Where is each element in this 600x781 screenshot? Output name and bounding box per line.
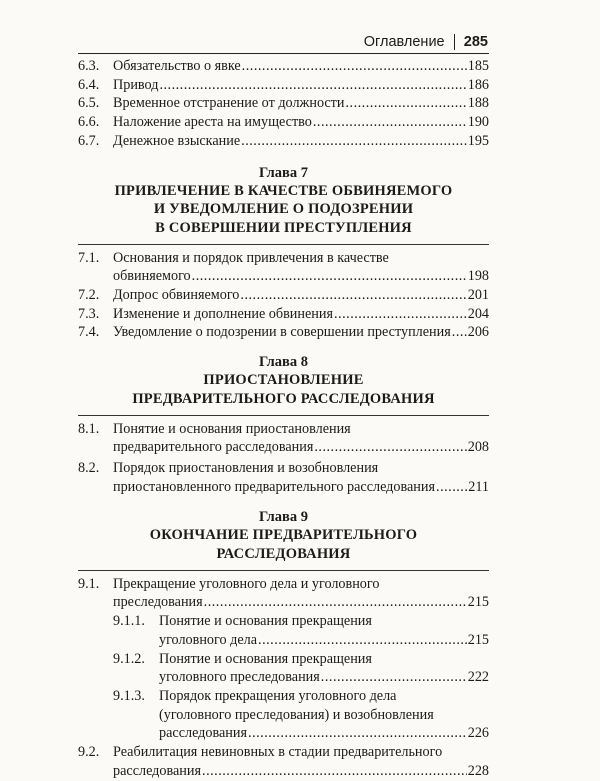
- header-rule: [78, 53, 489, 54]
- entry-last-line: [159, 724, 489, 743]
- dot-leader: [258, 631, 467, 650]
- entry-title-line: Изменение и дополнение обвинения: [113, 305, 333, 322]
- chapter-section: [78, 508, 489, 780]
- entry-body: [113, 323, 489, 342]
- entry-title-line: Порядок приостановления и возобновления: [113, 459, 379, 476]
- toc-entry: [78, 459, 489, 496]
- entry-last-line: [113, 94, 489, 113]
- entry-title-line: уголовного дела: [159, 631, 258, 648]
- dot-leader: [321, 668, 467, 687]
- chapter-title-line: ПРЕДВАРИТЕЛЬНОГО РАССЛЕДОВАНИЯ: [132, 390, 435, 407]
- chapter-number: Глава 8: [259, 354, 308, 371]
- entry-body: [113, 743, 489, 780]
- entry-body: [113, 420, 489, 457]
- toc-entry: [78, 57, 489, 76]
- dot-leader: [436, 478, 467, 497]
- entry-title-line: Наложение ареста на имущество: [113, 114, 312, 131]
- entry-page-number: 215: [467, 631, 489, 648]
- entry-body: [113, 57, 489, 76]
- entry-number: 9.1.: [78, 575, 100, 592]
- header-separator: [454, 34, 455, 50]
- dot-leader: [241, 132, 467, 151]
- toc-entry: [78, 286, 489, 305]
- entry-body: [113, 305, 489, 324]
- toc-entry: [78, 113, 489, 132]
- entry-number: 7.1.: [78, 249, 100, 266]
- page-number: 285: [463, 34, 488, 50]
- chapter-heading: [78, 353, 489, 408]
- toc-subentry: [78, 687, 489, 743]
- entry-last-line: [113, 132, 489, 151]
- entry-title-line: Обязательство о явке: [113, 58, 241, 74]
- entry-body: [113, 249, 489, 286]
- entry-title-line: расследования: [159, 725, 248, 742]
- toc-content: [78, 57, 489, 781]
- chapter-rule: [78, 244, 489, 245]
- entry-page-number: 195: [467, 132, 489, 149]
- chapter-title-line: И УВЕДОМЛЕНИЕ О ПОДОЗРЕНИИ: [153, 201, 414, 218]
- entry-number: 9.1.2.: [113, 650, 145, 667]
- entry-title-line: (уголовного преследования) и возобновления: [159, 706, 434, 723]
- toc-entry: [78, 575, 489, 612]
- entry-body: [113, 286, 489, 305]
- dot-leader: [314, 438, 466, 457]
- entry-title-line: Допрос обвиняемого: [113, 287, 240, 304]
- entry-number: 8.2.: [78, 459, 100, 476]
- dot-leader: [345, 94, 466, 113]
- chapter-title: [78, 182, 489, 238]
- entry-page-number: 204: [467, 305, 489, 322]
- running-header-section: Оглавление: [363, 34, 445, 50]
- entry-number: 7.3.: [78, 305, 100, 322]
- entry-number: 9.2.: [78, 744, 100, 761]
- entry-title-line: Привод: [113, 76, 159, 93]
- dot-leader: [313, 113, 467, 132]
- chapter-rule: [78, 415, 489, 416]
- entry-title-line: Понятие и основания прекращения: [159, 650, 372, 667]
- entry-title-line: Реабилитация невиновных в стадии предварительного: [113, 744, 443, 761]
- entry-last-line: [113, 113, 489, 132]
- toc-entry: [78, 305, 489, 324]
- entry-last-line: [113, 323, 489, 342]
- chapters: [78, 164, 489, 781]
- chapter-rule: [78, 570, 489, 571]
- toc-entry: [78, 743, 489, 780]
- entry-page-number: 222: [467, 669, 489, 686]
- entry-title-line: Временное отстранение от должности: [113, 95, 345, 112]
- toc-entry: [78, 132, 489, 151]
- entry-number: 9.1.3.: [113, 687, 145, 704]
- entry-number: 9.1.1.: [113, 613, 145, 630]
- chapter-title-line: РАССЛЕДОВАНИЯ: [216, 546, 351, 563]
- entry-number: 6.3.: [78, 58, 100, 74]
- dot-leader: [334, 305, 467, 324]
- entry-body: [113, 132, 489, 151]
- chapter-title: [78, 526, 489, 563]
- entry-page-number: 228: [467, 762, 489, 779]
- entry-last-line: [113, 76, 489, 95]
- chapter-section: [78, 164, 489, 343]
- entry-last-line: [113, 593, 489, 612]
- entry-title-line: Уведомление о подозрении в совершении преступления: [113, 324, 451, 341]
- entry-body: [113, 459, 489, 496]
- dot-leader: [452, 323, 467, 342]
- entry-number: 7.4.: [78, 324, 100, 341]
- chapter-heading: [78, 164, 489, 238]
- entry-body: [113, 575, 489, 612]
- entry-page-number: 185: [467, 58, 489, 74]
- dot-leader: [159, 76, 466, 95]
- entry-title-line: преследования: [113, 594, 203, 611]
- toc-entry: [78, 76, 489, 95]
- entry-last-line: [113, 762, 489, 781]
- chapter-heading: [78, 508, 489, 563]
- entry-body: [113, 113, 489, 132]
- entry-last-line: [113, 478, 489, 497]
- entry-last-line: [113, 267, 489, 286]
- dot-leader: [204, 593, 467, 612]
- entry-page-number: 208: [467, 439, 489, 456]
- entry-title-line: Понятие и основания прекращения: [159, 613, 372, 630]
- toc-entry: [78, 249, 489, 286]
- chapter-title-line: В СОВЕРШЕНИИ ПРЕСТУПЛЕНИЯ: [155, 219, 412, 236]
- entry-title-line: приостановленного предварительного расследования: [113, 478, 436, 495]
- entry-number: 7.2.: [78, 287, 100, 304]
- entry-page-number: 206: [467, 324, 489, 341]
- entry-page-number: 226: [467, 725, 489, 742]
- dot-leader: [242, 57, 467, 76]
- entry-last-line: [113, 438, 489, 457]
- entry-last-line: [159, 631, 489, 650]
- entry-page-number: 211: [468, 478, 489, 495]
- entry-number: 6.6.: [78, 114, 100, 131]
- chapter-number: Глава 9: [259, 509, 308, 526]
- entry-title-line: Понятие и основания приостановления: [113, 420, 351, 437]
- entry-title-line: Порядок прекращения уголовного дела: [159, 687, 397, 704]
- chapter-number: Глава 7: [259, 164, 308, 181]
- entry-page-number: 186: [467, 76, 489, 93]
- entry-page-number: 201: [467, 287, 489, 304]
- toc-subentry: [78, 612, 489, 649]
- entry-body: [159, 612, 489, 649]
- toc-entry: [78, 94, 489, 113]
- chapter-title-line: ОКОНЧАНИЕ ПРЕДВАРИТЕЛЬНОГО: [149, 527, 418, 544]
- entry-title-line: Денежное взыскание: [113, 132, 241, 149]
- toc-subentry: [78, 650, 489, 687]
- entry-title-line: Основания и порядок привлечения в качестве: [113, 249, 389, 266]
- entry-number: 8.1.: [78, 420, 100, 437]
- running-header: [0, 34, 488, 50]
- entry-title-line: уголовного преследования: [159, 669, 320, 686]
- entry-title-line: предварительного расследования: [113, 439, 314, 456]
- chapter-title: [78, 371, 489, 408]
- dot-leader: [248, 724, 467, 743]
- entry-last-line: [113, 57, 489, 76]
- entry-page-number: 188: [467, 95, 489, 112]
- entry-body: [159, 650, 489, 687]
- entry-page-number: 198: [467, 268, 489, 285]
- entry-title-line: расследования: [113, 762, 202, 779]
- chapter-title-line: ПРИВЛЕЧЕНИЕ В КАЧЕСТВЕ ОБВИНЯЕМОГО: [114, 182, 453, 199]
- dot-leader: [240, 286, 466, 305]
- dot-leader: [202, 762, 467, 781]
- dot-leader: [192, 267, 467, 286]
- toc-entry: [78, 420, 489, 457]
- entry-page-number: 190: [467, 114, 489, 131]
- entry-body: [113, 94, 489, 113]
- toc-entry: [78, 323, 489, 342]
- entry-number: 6.4.: [78, 76, 100, 93]
- entry-last-line: [113, 305, 489, 324]
- chapter-6-tail: [78, 57, 489, 151]
- entry-title-line: обвиняемого: [113, 268, 191, 285]
- entry-number: 6.7.: [78, 132, 100, 149]
- entry-body: [159, 687, 489, 743]
- chapter-title-line: ПРИОСТАНОВЛЕНИЕ: [203, 372, 364, 389]
- chapter-section: [78, 353, 489, 496]
- entry-page-number: 215: [467, 594, 489, 611]
- entry-body: [113, 76, 489, 95]
- entry-last-line: [159, 668, 489, 687]
- entry-number: 6.5.: [78, 95, 100, 112]
- entry-title-line: Прекращение уголовного дела и уголовного: [113, 575, 380, 592]
- entry-last-line: [113, 286, 489, 305]
